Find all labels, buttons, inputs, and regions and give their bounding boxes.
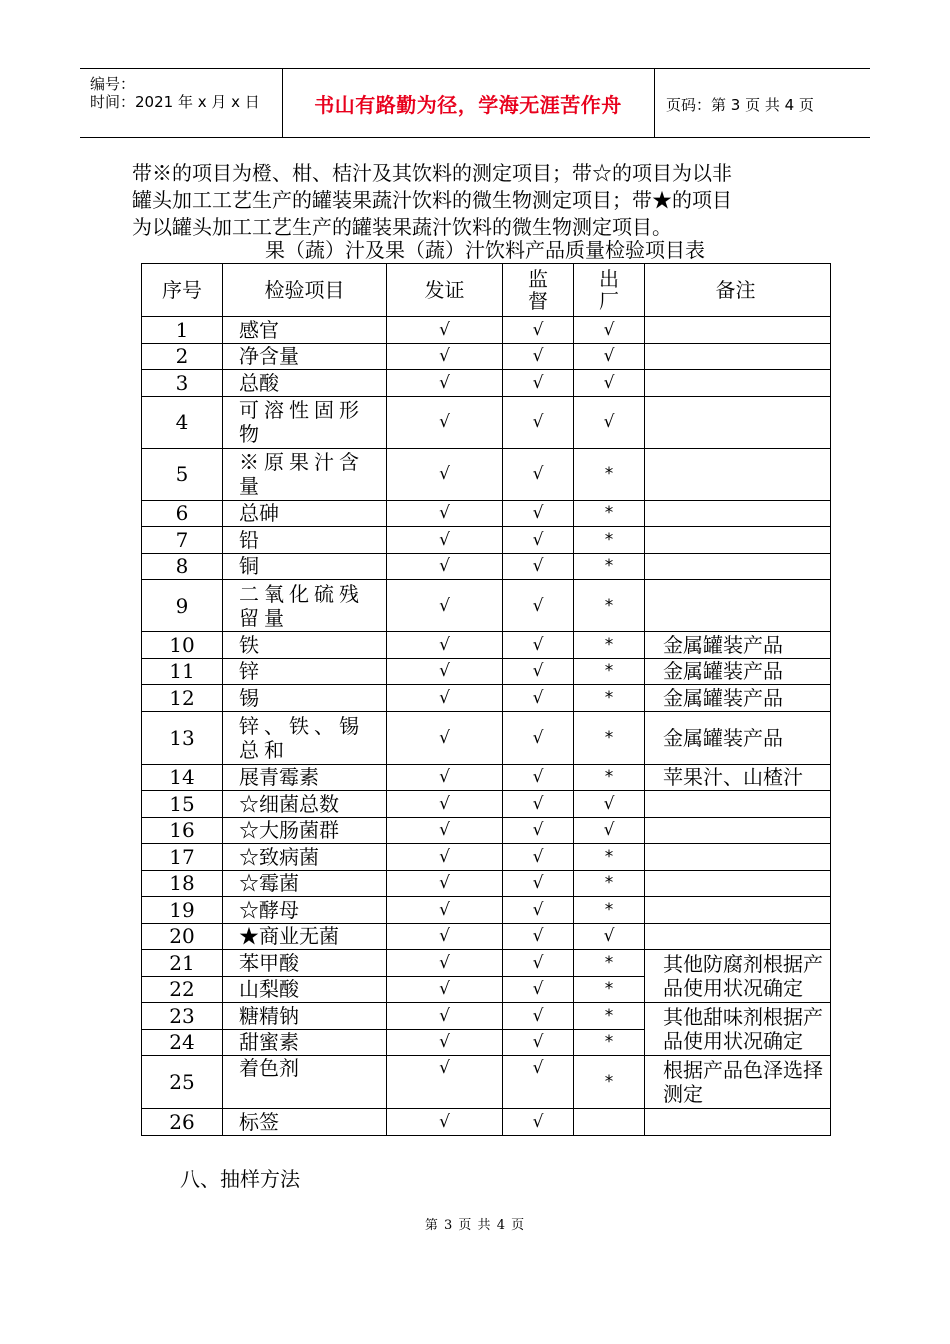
row-cert-mark: √ (387, 317, 503, 344)
row-factory-mark: * (574, 1029, 645, 1056)
row-cert-mark: √ (387, 527, 503, 554)
row-factory-mark: * (574, 553, 645, 580)
table-title: 果（蔬）汁及果（蔬）汁饮料产品质量检验项目表 (265, 238, 705, 262)
row-supervise-mark: √ (503, 632, 574, 659)
row-supervise-mark: √ (503, 711, 574, 764)
row-item: 总酸 (223, 370, 387, 397)
row-number: 13 (142, 711, 223, 764)
table-body (142, 317, 831, 1136)
row-item: 着色剂 (223, 1056, 387, 1109)
row-cert-mark: √ (387, 448, 503, 500)
row-supervise-mark: √ (503, 658, 574, 685)
row-factory-mark: * (574, 448, 645, 500)
row-supervise-mark: √ (503, 817, 574, 844)
row-factory-mark: * (574, 870, 645, 897)
row-supervise-mark: √ (503, 764, 574, 791)
row-cert-mark: √ (387, 1109, 503, 1136)
row-cert-mark: √ (387, 343, 503, 370)
row-supervise-mark: √ (503, 500, 574, 527)
row-supervise-mark: √ (503, 1109, 574, 1136)
row-item: ☆致病菌 (223, 844, 387, 871)
row-number: 8 (142, 553, 223, 580)
row-cert-mark: √ (387, 976, 503, 1003)
row-cert-mark: √ (387, 396, 503, 448)
table-row (142, 1056, 831, 1109)
row-note (645, 527, 831, 554)
row-note: 根据产品色泽选择测定 (645, 1056, 831, 1109)
header-supervise (503, 264, 574, 317)
header-supervise-char: 监 (528, 267, 548, 291)
row-note (645, 1109, 831, 1136)
row-number: 15 (142, 791, 223, 818)
row-note (645, 370, 831, 397)
row-cert-mark: √ (387, 711, 503, 764)
row-factory-mark: √ (574, 923, 645, 950)
table-row (142, 923, 831, 950)
row-note (645, 844, 831, 871)
row-item: ※原果汁含量 (223, 448, 387, 500)
table-row (142, 632, 831, 659)
row-note (645, 817, 831, 844)
row-supervise-mark: √ (503, 685, 574, 712)
intro-paragraph (132, 160, 832, 241)
row-cert-mark: √ (387, 870, 503, 897)
table-row (142, 711, 831, 764)
table-row (142, 500, 831, 527)
row-item: 净含量 (223, 343, 387, 370)
row-factory-mark: * (574, 500, 645, 527)
row-note (645, 500, 831, 527)
row-factory-mark: * (574, 711, 645, 764)
table-row (142, 1109, 831, 1136)
table-row (142, 791, 831, 818)
row-factory-mark: * (574, 897, 645, 924)
intro-line: 罐头加工工艺生产的罐装果蔬汁饮料的微生物测定项目；带★的项目 (132, 188, 732, 212)
row-number: 26 (142, 1109, 223, 1136)
row-number: 24 (142, 1029, 223, 1056)
row-cert-mark: √ (387, 1029, 503, 1056)
row-item: 甜蜜素 (223, 1029, 387, 1056)
table-row (142, 844, 831, 871)
row-note: 金属罐装产品 (645, 632, 831, 659)
row-supervise-mark: √ (503, 448, 574, 500)
row-item: ☆大肠菌群 (223, 817, 387, 844)
table-row (142, 817, 831, 844)
table-row (142, 370, 831, 397)
row-number: 4 (142, 396, 223, 448)
header-page-number: 页码：第 3 页 共 4 页 (666, 96, 814, 114)
header-no: 序号 (142, 264, 223, 317)
row-cert-mark: √ (387, 500, 503, 527)
row-note (645, 553, 831, 580)
row-number: 25 (142, 1056, 223, 1109)
row-supervise-mark: √ (503, 580, 574, 632)
section-heading: 八、抽样方法 (180, 1167, 300, 1191)
row-factory-mark: * (574, 844, 645, 871)
row-note (645, 580, 831, 632)
row-supervise-mark: √ (503, 950, 574, 977)
row-note (645, 923, 831, 950)
header-factory-char: 出 (599, 267, 619, 291)
row-factory-mark: * (574, 632, 645, 659)
row-number: 20 (142, 923, 223, 950)
row-note (645, 448, 831, 500)
row-number: 9 (142, 580, 223, 632)
table-row (142, 580, 831, 632)
row-note: 其他甜味剂根据产品使用状况确定 (645, 1003, 831, 1056)
row-item: 二氧化硫残留量 (223, 580, 387, 632)
table-row (142, 396, 831, 448)
header-note: 备注 (645, 264, 831, 317)
row-supervise-mark: √ (503, 870, 574, 897)
row-factory-mark: √ (574, 370, 645, 397)
row-number: 19 (142, 897, 223, 924)
row-cert-mark: √ (387, 580, 503, 632)
row-cert-mark: √ (387, 1056, 503, 1109)
row-note: 金属罐装产品 (645, 685, 831, 712)
row-supervise-mark: √ (503, 1003, 574, 1030)
header-item: 检验项目 (223, 264, 387, 317)
table-row (142, 950, 831, 977)
row-supervise-mark: √ (503, 370, 574, 397)
row-cert-mark: √ (387, 685, 503, 712)
row-cert-mark: √ (387, 923, 503, 950)
table-header-row (142, 264, 831, 317)
row-cert-mark: √ (387, 1003, 503, 1030)
row-factory-mark: * (574, 764, 645, 791)
header-info (80, 69, 283, 137)
intro-line: 为以罐头加工工艺生产的罐装果蔬汁饮料的微生物测定项目。 (132, 215, 672, 239)
row-number: 7 (142, 527, 223, 554)
row-note (645, 396, 831, 448)
row-item: ☆霉菌 (223, 870, 387, 897)
row-cert-mark: √ (387, 817, 503, 844)
row-item: 可溶性固形物 (223, 396, 387, 448)
row-factory-mark: * (574, 580, 645, 632)
row-supervise-mark: √ (503, 1029, 574, 1056)
header-motto: 书山有路勤为径，学海无涯苦作舟 (314, 92, 622, 117)
row-factory-mark: * (574, 1056, 645, 1109)
row-supervise-mark: √ (503, 897, 574, 924)
table-row (142, 1003, 831, 1030)
row-item: ☆酵母 (223, 897, 387, 924)
row-supervise-mark: √ (503, 844, 574, 871)
header-factory (574, 264, 645, 317)
page-footer: 第 3 页 共 4 页 (424, 1218, 526, 1233)
row-supervise-mark: √ (503, 976, 574, 1003)
row-item: 感官 (223, 317, 387, 344)
row-item: 山梨酸 (223, 976, 387, 1003)
row-cert-mark: √ (387, 553, 503, 580)
row-item: 锌 (223, 658, 387, 685)
row-factory-mark (574, 1109, 645, 1136)
row-number: 17 (142, 844, 223, 871)
row-supervise-mark: √ (503, 343, 574, 370)
row-note (645, 343, 831, 370)
row-note: 苹果汁、山楂汁 (645, 764, 831, 791)
row-number: 12 (142, 685, 223, 712)
row-cert-mark: √ (387, 658, 503, 685)
row-supervise-mark: √ (503, 317, 574, 344)
table-row (142, 764, 831, 791)
row-supervise-mark: √ (503, 396, 574, 448)
table-row (142, 343, 831, 370)
row-item: 铁 (223, 632, 387, 659)
row-factory-mark: * (574, 976, 645, 1003)
row-item: 铜 (223, 553, 387, 580)
row-cert-mark: √ (387, 791, 503, 818)
row-supervise-mark: √ (503, 553, 574, 580)
row-factory-mark: * (574, 527, 645, 554)
row-number: 2 (142, 343, 223, 370)
row-number: 21 (142, 950, 223, 977)
row-item: 铅 (223, 527, 387, 554)
row-factory-mark: √ (574, 817, 645, 844)
row-number: 16 (142, 817, 223, 844)
row-item: 糖精钠 (223, 1003, 387, 1030)
table-row (142, 658, 831, 685)
row-number: 10 (142, 632, 223, 659)
row-number: 14 (142, 764, 223, 791)
header-supervise-char: 督 (528, 289, 548, 313)
row-item: ☆细菌总数 (223, 791, 387, 818)
row-factory-mark: √ (574, 343, 645, 370)
row-item: ★商业无菌 (223, 923, 387, 950)
row-supervise-mark: √ (503, 791, 574, 818)
row-number: 6 (142, 500, 223, 527)
row-factory-mark: √ (574, 317, 645, 344)
table-row (142, 553, 831, 580)
row-supervise-mark: √ (503, 1056, 574, 1109)
row-factory-mark: * (574, 950, 645, 977)
table-row (142, 897, 831, 924)
row-factory-mark: * (574, 658, 645, 685)
table-row (142, 685, 831, 712)
document-number-label: 编号： (90, 75, 136, 93)
row-factory-mark: * (574, 1003, 645, 1030)
row-note: 其他防腐剂根据产品使用状况确定 (645, 950, 831, 1003)
row-note (645, 897, 831, 924)
row-note (645, 317, 831, 344)
row-note: 金属罐装产品 (645, 658, 831, 685)
row-factory-mark: √ (574, 791, 645, 818)
row-cert-mark: √ (387, 370, 503, 397)
row-number: 22 (142, 976, 223, 1003)
page-header (80, 68, 870, 138)
row-cert-mark: √ (387, 764, 503, 791)
row-cert-mark: √ (387, 632, 503, 659)
intro-line: 带※的项目为橙、柑、桔汁及其饮料的测定项目；带☆的项目为以非 (132, 161, 732, 185)
table-row (142, 317, 831, 344)
table-row (142, 448, 831, 500)
row-item: 苯甲酸 (223, 950, 387, 977)
row-number: 3 (142, 370, 223, 397)
row-cert-mark: √ (387, 950, 503, 977)
row-item: 锌、铁、锡总和 (223, 711, 387, 764)
row-number: 23 (142, 1003, 223, 1030)
row-cert-mark: √ (387, 844, 503, 871)
row-number: 1 (142, 317, 223, 344)
row-note: 金属罐装产品 (645, 711, 831, 764)
row-number: 5 (142, 448, 223, 500)
row-note (645, 870, 831, 897)
inspection-items-table (141, 263, 831, 1136)
row-note (645, 791, 831, 818)
header-factory-char: 厂 (599, 289, 619, 313)
row-supervise-mark: √ (503, 923, 574, 950)
header-motto-box (282, 69, 655, 137)
row-item: 总砷 (223, 500, 387, 527)
document-date-label: 时间：2021 年 x 月 x 日 (90, 93, 260, 111)
row-cert-mark: √ (387, 897, 503, 924)
table-row (142, 870, 831, 897)
row-supervise-mark: √ (503, 527, 574, 554)
header-cert: 发证 (387, 264, 503, 317)
row-factory-mark: * (574, 685, 645, 712)
table-row (142, 527, 831, 554)
row-item: 锡 (223, 685, 387, 712)
row-number: 18 (142, 870, 223, 897)
row-number: 11 (142, 658, 223, 685)
row-factory-mark: √ (574, 396, 645, 448)
row-item: 展青霉素 (223, 764, 387, 791)
row-item: 标签 (223, 1109, 387, 1136)
